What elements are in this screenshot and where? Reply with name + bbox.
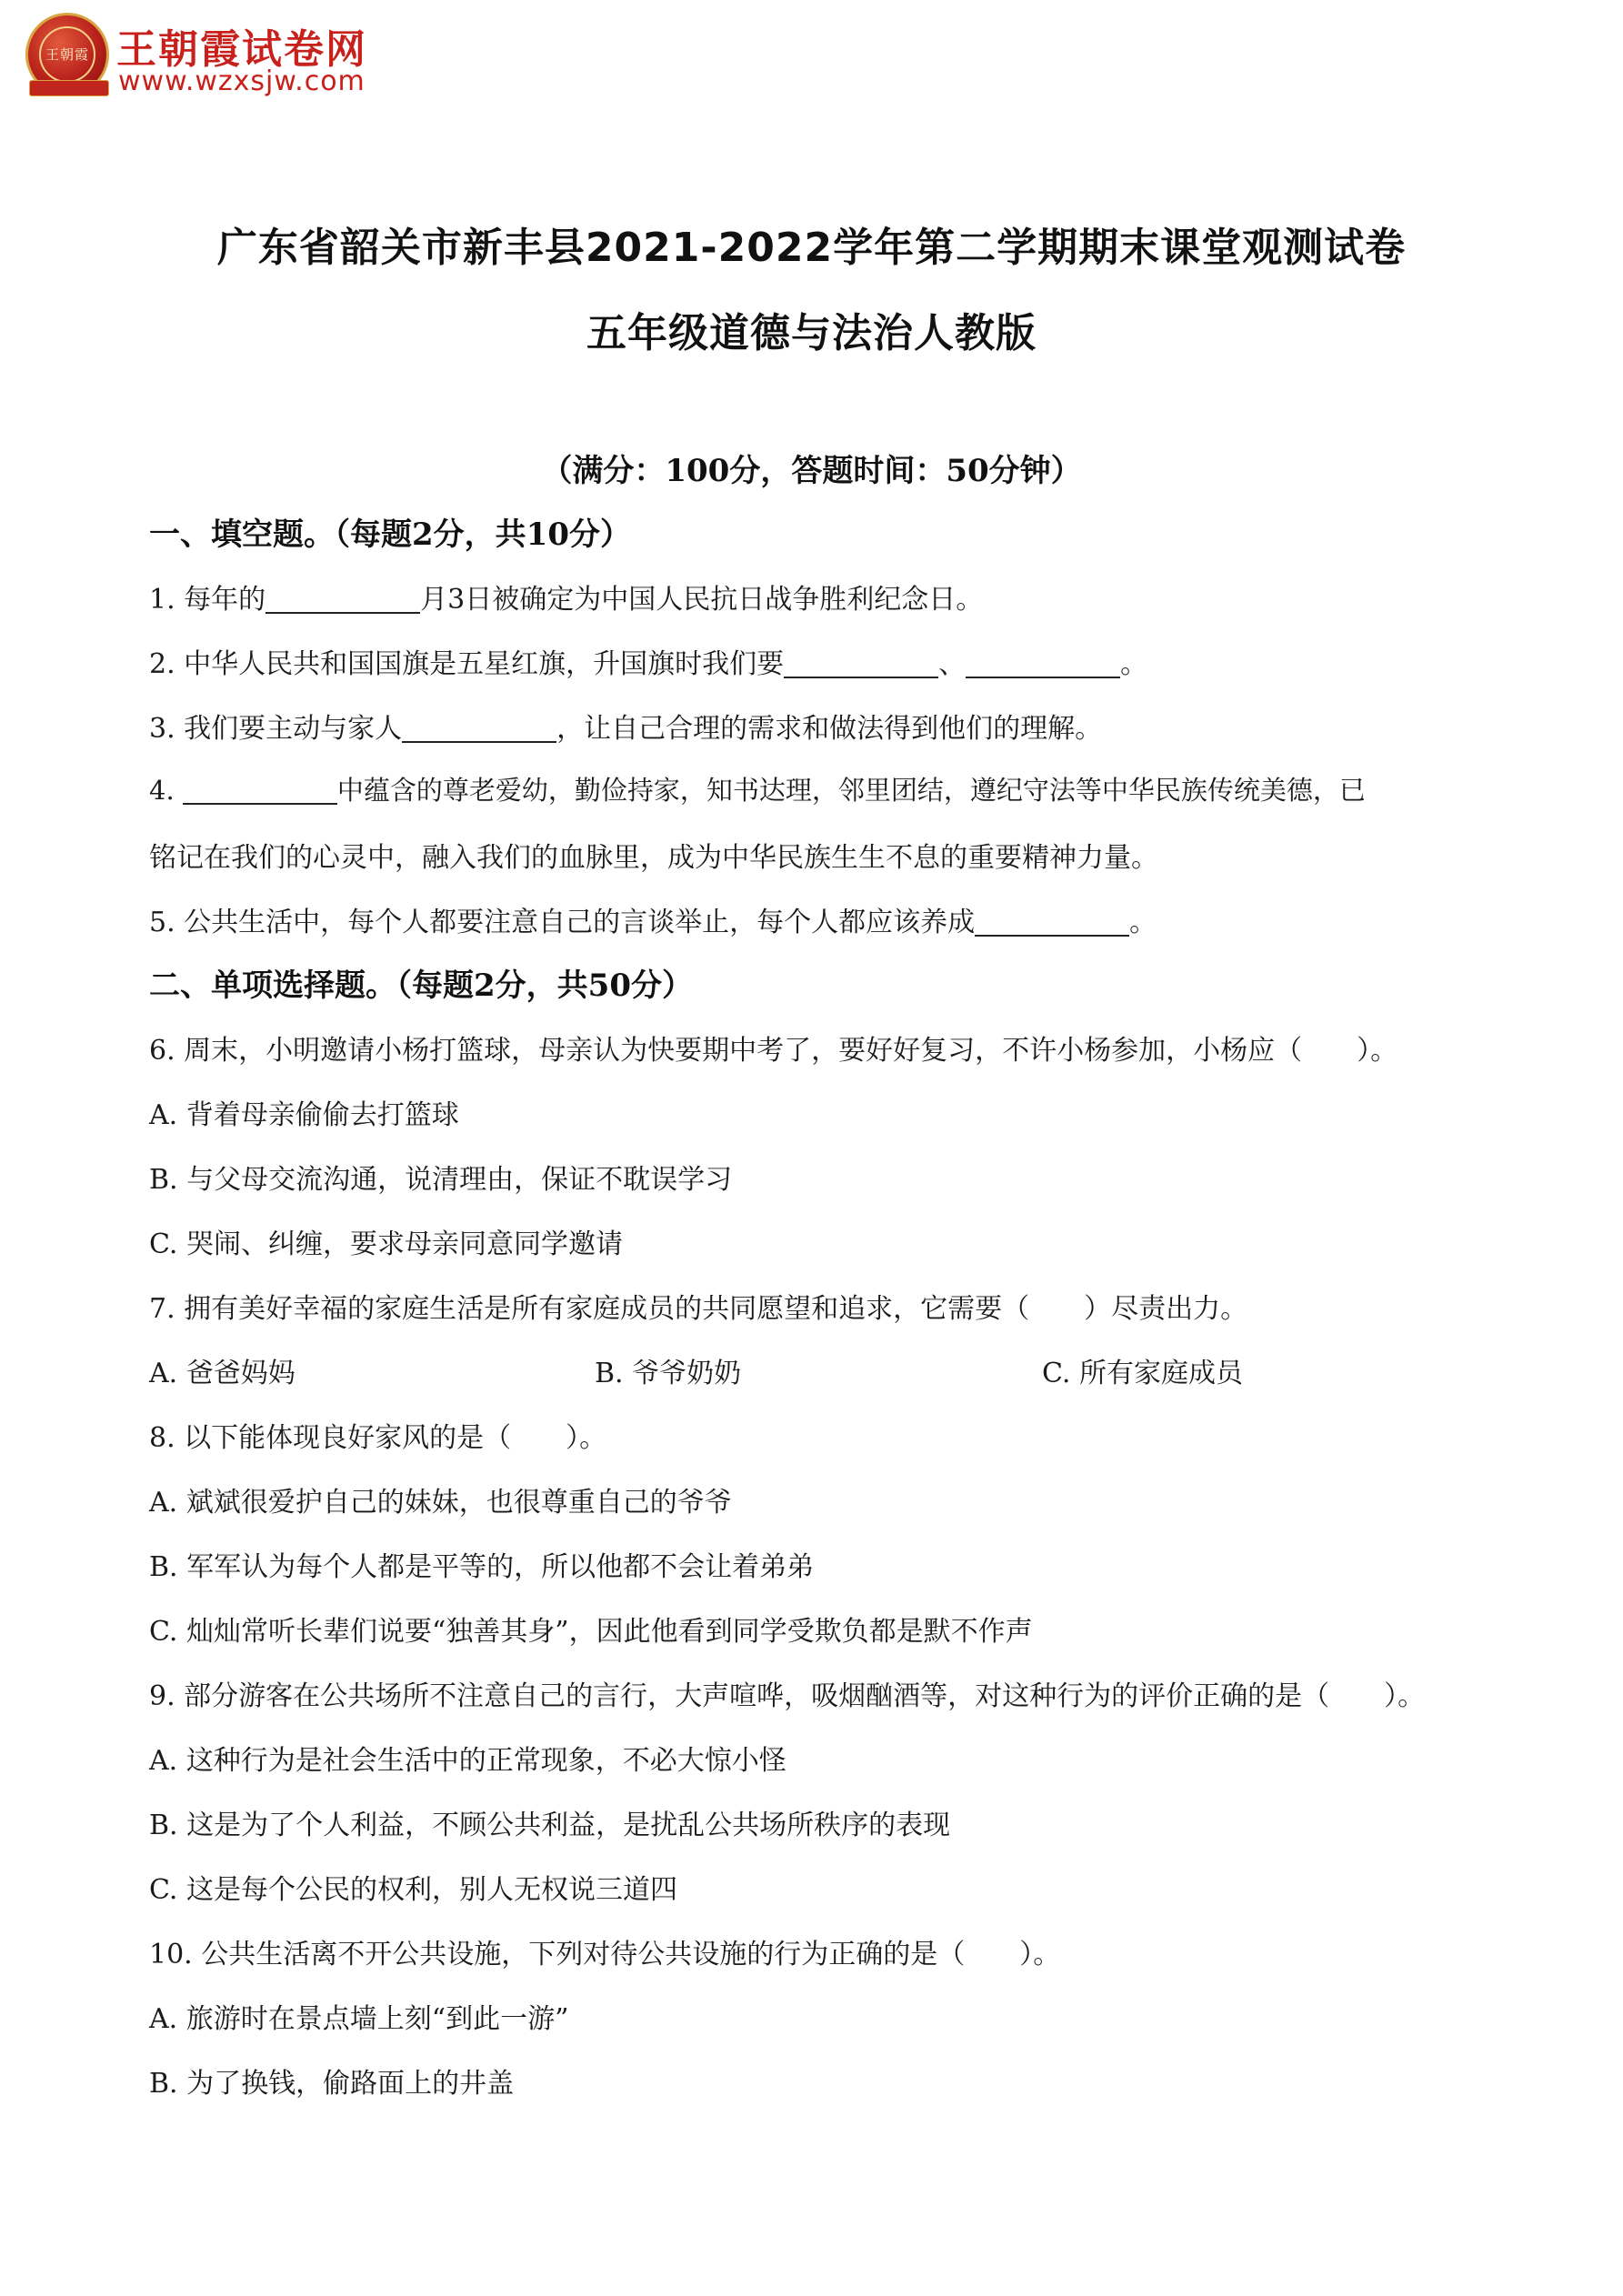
seal-text: 王朝霞 bbox=[39, 26, 95, 83]
logo-url: www.wzxsjw.com bbox=[118, 65, 366, 97]
option-9b[interactable]: B. 这是为了个人利益，不顾公共利益，是扰乱公共场所秩序的表现 bbox=[149, 1810, 951, 1841]
seal-ribbon bbox=[29, 80, 109, 96]
choice-question-10: 10. 公共生活离不开公共设施，下列对待公共设施的行为正确的是（ ）。 bbox=[149, 1939, 1061, 1970]
option-7c[interactable]: C. 所有家庭成员 bbox=[1042, 1358, 1243, 1389]
answer-blank[interactable] bbox=[966, 649, 1120, 678]
answer-blank[interactable] bbox=[265, 585, 420, 614]
q5-text-after: 。 bbox=[1129, 907, 1157, 938]
q1-text-after: 月3日被确定为中国人民抗日战争胜利纪念日。 bbox=[420, 584, 984, 616]
q5-text-before: 5. 公共生活中，每个人都要注意自己的言谈举止，每个人都应该养成 bbox=[149, 907, 976, 938]
answer-blank[interactable] bbox=[402, 714, 556, 743]
option-9a[interactable]: A. 这种行为是社会生活中的正常现象，不必大惊小怪 bbox=[149, 1745, 786, 1777]
option-6b[interactable]: B. 与父母交流沟通，说清理由，保证不耽误学习 bbox=[149, 1164, 733, 1196]
fill-question-3 bbox=[149, 706, 1102, 746]
q2-text-middle: 、 bbox=[938, 648, 967, 680]
choice-question-8: 8. 以下能体现良好家风的是（ ）。 bbox=[149, 1422, 607, 1454]
q4-text-after: 中蕴含的尊老爱幼，勤俭持家，知书达理，邻里团结，遵纪守法等中华民族传统美德，已 bbox=[336, 775, 1366, 806]
logo-name: 王朝霞试卷网 bbox=[116, 26, 367, 73]
section-fill-heading: 一、填空题。（每题2分，共10分） bbox=[149, 516, 631, 553]
fill-question-2 bbox=[149, 641, 1147, 681]
section-choice-heading: 二、单项选择题。（每题2分，共50分） bbox=[149, 968, 693, 1004]
fill-question-4 bbox=[149, 770, 1366, 807]
q1-text-before: 1. 每年的 bbox=[149, 584, 266, 616]
q3-text-before: 3. 我们要主动与家人 bbox=[149, 713, 403, 745]
fill-question-4-continuation: 铭记在我们的心灵中，融入我们的血脉里，成为中华民族生生不息的重要精神力量。 bbox=[149, 842, 1158, 874]
option-6a[interactable]: A. 背着母亲偷偷去打篮球 bbox=[149, 1099, 459, 1131]
fill-question-5 bbox=[149, 899, 1157, 939]
option-6c[interactable]: C. 哭闹、纠缠，要求母亲同意同学邀请 bbox=[149, 1228, 623, 1260]
q3-text-after: ，让自己合理的需求和做法得到他们的理解。 bbox=[556, 713, 1103, 745]
option-7a[interactable]: A. 爸爸妈妈 bbox=[149, 1358, 296, 1389]
answer-blank[interactable] bbox=[975, 907, 1129, 937]
option-10a[interactable]: A. 旅游时在景点墙上刻“到此一游” bbox=[149, 2003, 569, 2035]
option-10b[interactable]: B. 为了换钱，偷路面上的井盖 bbox=[149, 2068, 515, 2100]
score-info: （满分：100分，答题时间：50分钟） bbox=[541, 453, 1082, 489]
answer-blank[interactable] bbox=[784, 649, 938, 678]
q2-text-before: 2. 中华人民共和国国旗是五星红旗，升国旗时我们要 bbox=[149, 648, 785, 680]
choice-question-9: 9. 部分游客在公共场所不注意自己的言行，大声喧哗，吸烟酗酒等，对这种行为的评价正确的是（ ）。 bbox=[149, 1680, 1426, 1712]
choice-question-6: 6. 周末，小明邀请小杨打篮球，母亲认为快要期中考了，要好好复习，不许小杨参加，小杨应（ ）。 bbox=[149, 1035, 1398, 1067]
page-title: 广东省韶关市新丰县2021-2022学年第二学期期末课堂观测试卷 bbox=[216, 225, 1407, 271]
option-8a[interactable]: A. 斌斌很爱护自己的妹妹，也很尊重自己的爷爷 bbox=[149, 1487, 732, 1519]
option-8b[interactable]: B. 军军认为每个人都是平等的，所以他都不会让着弟弟 bbox=[149, 1551, 815, 1583]
page-subtitle: 五年级道德与法治人教版 bbox=[586, 310, 1037, 356]
fill-question-1 bbox=[149, 577, 983, 617]
option-9c[interactable]: C. 这是每个公民的权利，别人无权说三道四 bbox=[149, 1874, 677, 1906]
answer-blank[interactable] bbox=[183, 776, 337, 805]
q2-text-after: 。 bbox=[1120, 648, 1148, 680]
choice-question-7: 7. 拥有美好幸福的家庭生活是所有家庭成员的共同愿望和追求，它需要（ ）尽责出力。 bbox=[149, 1293, 1248, 1325]
option-7b[interactable]: B. 爷爷奶奶 bbox=[595, 1358, 742, 1389]
q4-text-before: 4. bbox=[149, 775, 183, 806]
option-8c[interactable]: C. 灿灿常听长辈们说要“独善其身”，因此他看到同学受欺负都是默不作声 bbox=[149, 1616, 1033, 1648]
